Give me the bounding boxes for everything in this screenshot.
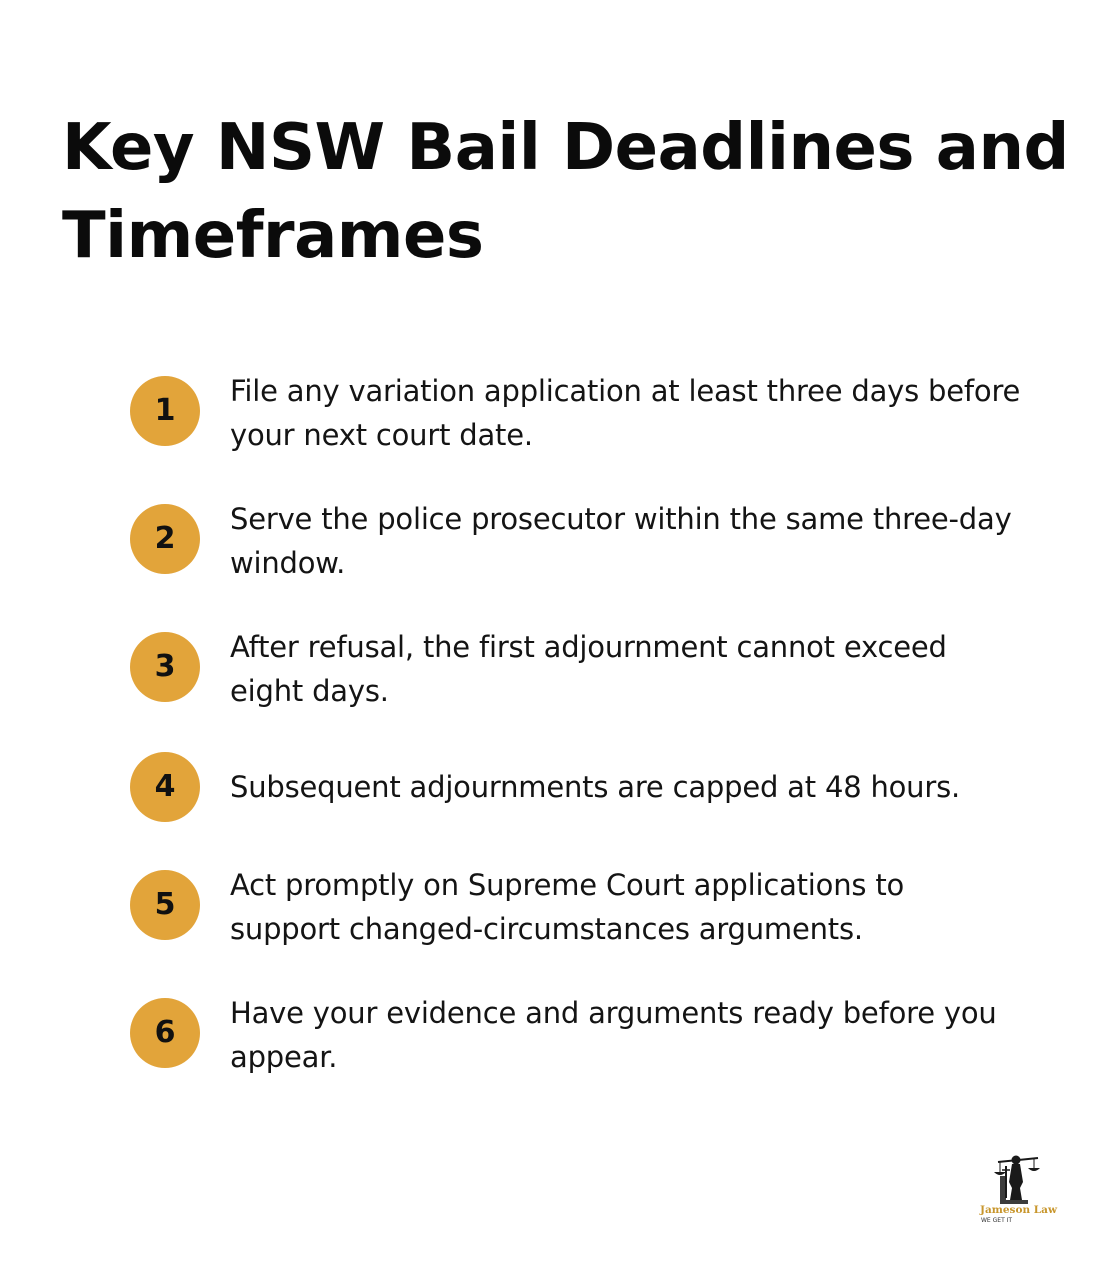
step-text-line-2: window.	[230, 546, 346, 580]
step-number-badge: 1	[130, 376, 200, 446]
step-text-line-2: your next court date.	[230, 418, 533, 452]
step-number-badge: 6	[130, 998, 200, 1068]
step-text	[230, 369, 1070, 457]
step-text	[230, 991, 1070, 1079]
step-text	[230, 497, 1070, 585]
step-text	[230, 625, 1070, 713]
page-title-line-2: Timeframes	[62, 199, 484, 273]
step-text-line-1: Act promptly on Supreme Court applications to	[230, 868, 905, 902]
step-text-line-1: After refusal, the first adjournment cannot exceed	[230, 630, 947, 664]
step-text	[230, 765, 1070, 809]
step-text-line-2: eight days.	[230, 674, 389, 708]
step-number-badge: 5	[130, 870, 200, 940]
step-text	[230, 863, 1070, 951]
step-text-line-1: Have your evidence and arguments ready before you	[230, 996, 997, 1030]
step-text-line-1: Serve the police prosecutor within the same three-day	[230, 502, 1012, 536]
step-text-line-2: appear.	[230, 1040, 338, 1074]
brand-name: Jameson Law	[980, 1204, 1057, 1216]
step-text-line-1: Subsequent adjournments are capped at 48 hours.	[230, 770, 961, 804]
step-text-line-2: support changed-circumstances arguments.	[230, 912, 863, 946]
step-number-badge: 3	[130, 632, 200, 702]
brand-tagline: WE GET IT	[981, 1217, 1013, 1224]
step-number-badge: 4	[130, 752, 200, 822]
step-text-line-1: File any variation application at least three days before	[230, 374, 1021, 408]
step-number-badge: 2	[130, 504, 200, 574]
page-title-line-1: Key NSW Bail Deadlines and	[62, 111, 1069, 185]
